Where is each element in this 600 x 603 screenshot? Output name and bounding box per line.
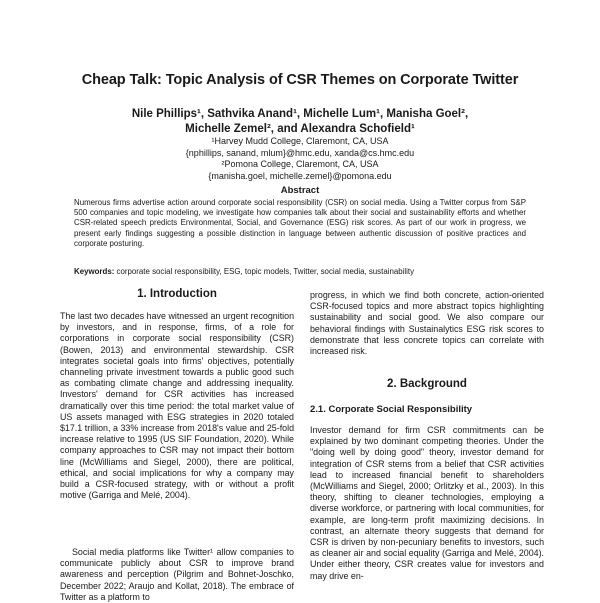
subsection-heading: 2.1. Corporate Social Responsibility — [310, 404, 473, 415]
keywords-label: Keywords: — [74, 267, 115, 276]
author-list — [60, 107, 540, 137]
affiliation-1: ¹Harvey Mudd College, Claremont, CA, USA — [211, 136, 389, 146]
keywords — [74, 267, 526, 277]
intro-paragraph-2: Social media platforms like Twitter¹ allow companies to communicate publicly about CSR to improve brand awareness and perception (Pilgrim and Bohnet-Joschko, December 2022; Araujo and Kollat, 2018). The embrace of Twitter as a platform to — [60, 547, 294, 602]
author-line-1: Nile Phillips¹, Sathvika Anand¹, Michelle Lum¹, Manisha Goel², — [131, 108, 469, 120]
abstract-heading: Abstract — [280, 185, 320, 196]
paper-title: Cheap Talk: Topic Analysis of CSR Themes on Corporate Twitter — [81, 72, 519, 88]
affiliation-1-emails: {nphillips, sanand, mlum}@hmc.edu, xanda@cs.hmc.edu — [185, 147, 415, 158]
keywords-list: corporate social responsibility, ESG, topic models, Twitter, social media, sustainability — [114, 267, 415, 276]
intro-paragraph-1: The last two decades have witnessed an urgent recognition by investors, and in response, firms, of a role for corporations in corporate social responsibility (CSR) (Bowen, 2013) and environmental stewardship. CSR integrates societal goals into firms' objectives, potentially channeling private investment towards a public good such as combating climate change and addressing inequality. Investors' demand for CSR activities has increased dramatically over this time period: the total market value of US assets managed with ESG strategies in 2020 totaled $17.1 trillion, a 33% increase from 2018's value and 25-fold increase relative to 1995 (US SIF Foundation, 2020). While company approaches to CSR may not impact their bottom line (McWilliams and Siegel, 2000), there are political, ethical, and social implications for why a company may build a CSR-focused strategy, with or without a profit motive (Garriga and Melé, 2004). — [60, 311, 294, 501]
affiliations — [60, 136, 540, 182]
affiliation-2-emails: {manisha.goel, michelle.zemel}@pomona.edu — [208, 170, 392, 181]
affiliation-2: ²Pomona College, Claremont, CA, USA — [221, 159, 379, 169]
author-line-2: Michelle Zemel², and Alexandra Schofield¹ — [185, 123, 415, 135]
abstract-text: Numerous firms advertise action around corporate social responsibility (CSR) on social media. Using a Twitter corpus from S&P 500 companies and topic modeling, we investigate how companies talk about their social and sustainability efforts and whether CSR-related speech predicts Environmental, Social, and Governance (ESG) risk scores. As part of our work in progress, we present early findings suggesting a possible distinction in language between authentic discussion of positive practices and corporate posturing. — [74, 198, 526, 248]
intro-heading: 1. Introduction — [137, 288, 217, 300]
background-paragraph-1: Investor demand for firm CSR commitments can be explained by two dominant competing theories. Under the "doing well by doing good" theory, investor demand for integration of CSR stems from a belief that CSR activities lead to increased financial benefit to shareholders (McWilliams and Siegel, 2000; Orlitzky et al., 2003). In this theory, shifting to cleaner technologies, employing a diverse workforce, or partnering with local communities, for example, are long-term profit maximizing decisions. In contrast, an alternate theory suggests that demand for CSR is driven by non-pecuniary benefits to investors, such as cleaner air and social equality (Garriga and Melé, 2004). Under either theory, CSR creates value for investors and may drive en- — [310, 425, 544, 581]
right-paragraph-1: progress, in which we find both concrete, action-oriented CSR-focused topics and more abstract topics highlighting sustainability and social good. We also compare our behavioral findings with Sustainalytics ESG risk scores to demonstrate that less concrete topics can correlate with increased risk. — [310, 290, 544, 357]
background-heading: 2. Background — [387, 378, 467, 390]
